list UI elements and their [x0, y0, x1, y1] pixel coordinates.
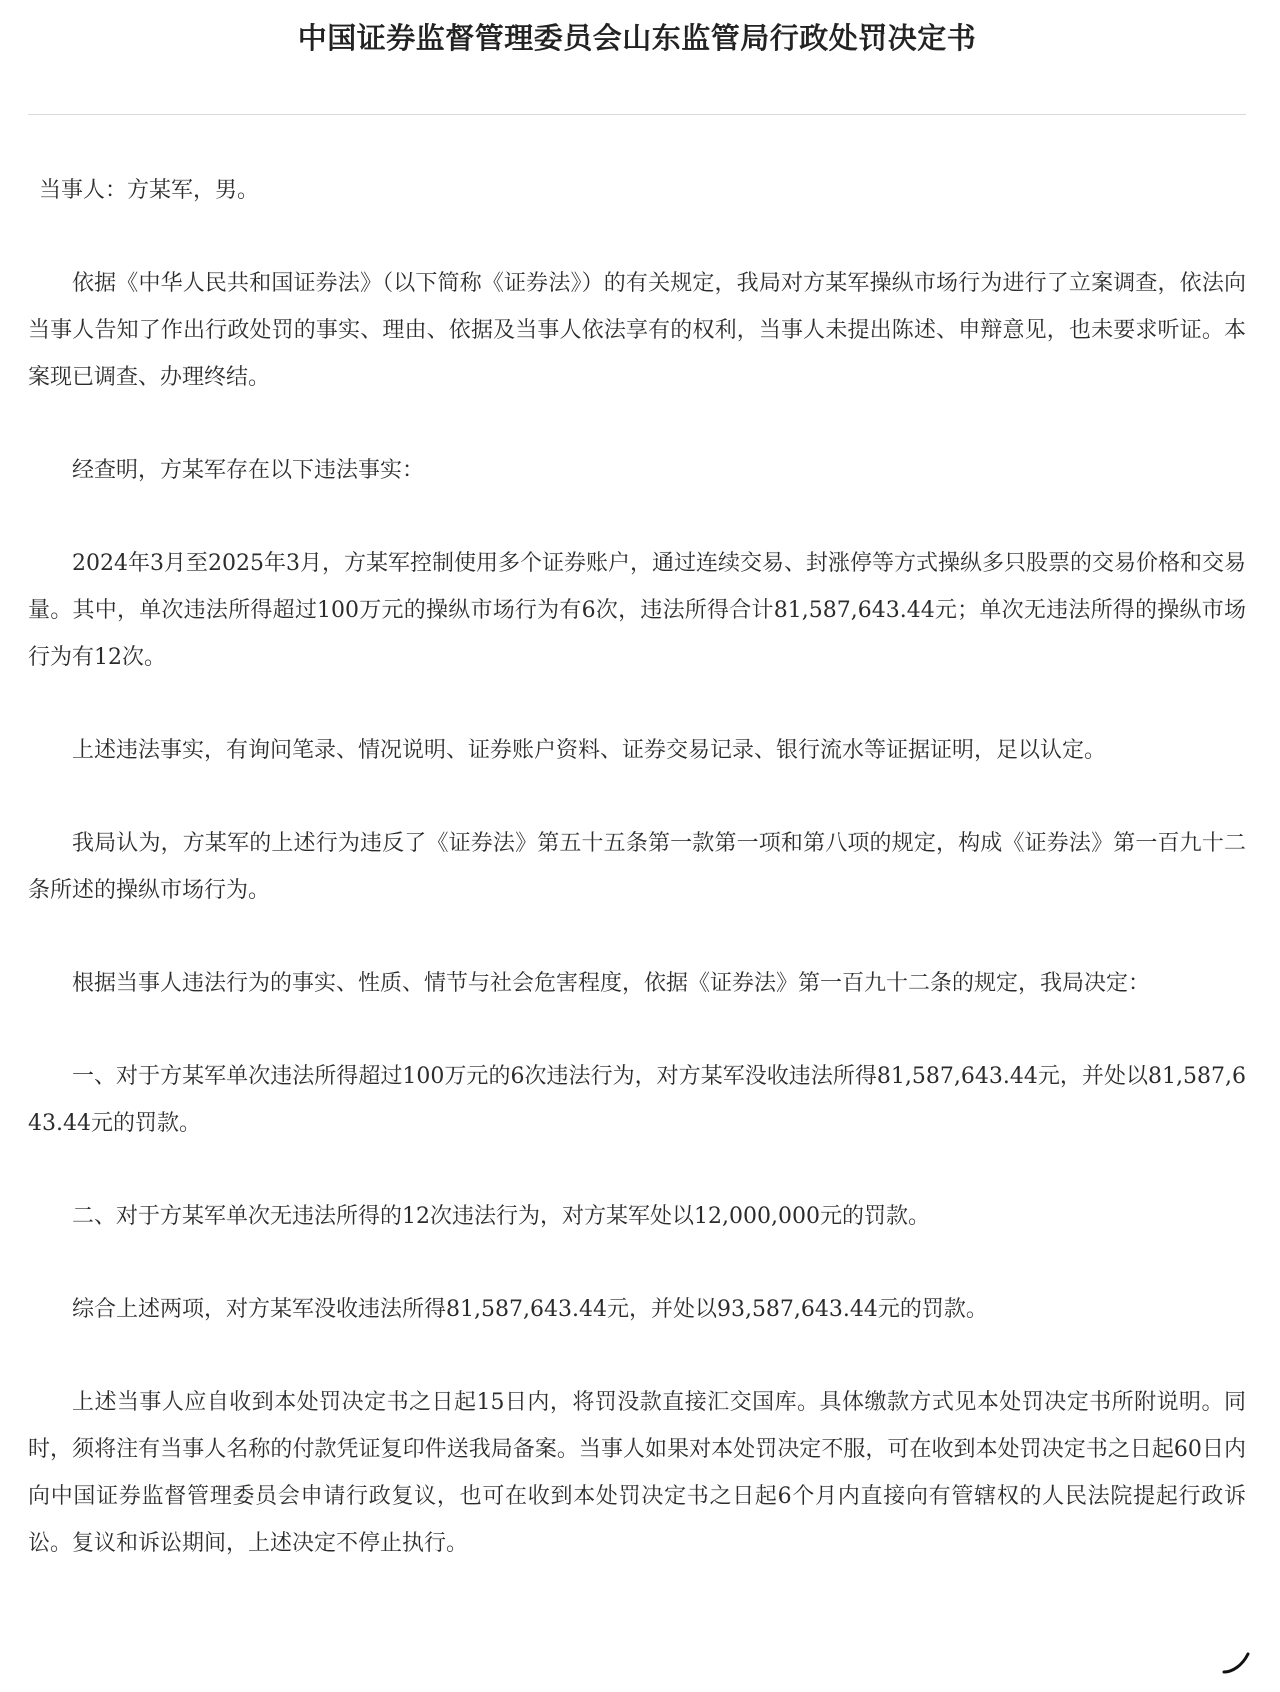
- document-page: [28, 0, 1246, 1692]
- decision-summary-paragraph: 综合上述两项，对方某军没收违法所得81,587,643.44元，并处以93,587,643.44元的罚款。: [72, 1297, 988, 1322]
- violation-paragraph: 我局认为，方某军的上述行为违反了《证券法》第五十五条第一款第一项和第八项的规定，构成《证券法》第一百九十二条所述的操纵市场行为。: [28, 831, 1246, 903]
- title-divider: [28, 114, 1246, 115]
- basis-paragraph: 依据《中华人民共和国证券法》（以下简称《证券法》）的有关规定，我局对方某军操纵市场行为进行了立案调查，依法向当事人告知了作出行政处罚的事实、理由、依据及当事人依法享有的权利，当事人未提出陈述、申辩意见，也未要求听证。本案现已调查、办理终结。: [28, 271, 1246, 390]
- decision-intro-paragraph: 根据当事人违法行为的事实、性质、情节与社会危害程度，依据《证券法》第一百九十二条的规定，我局决定：: [72, 971, 1151, 996]
- evidence-paragraph: 上述违法事实，有询问笔录、情况说明、证券账户资料、证券交易记录、银行流水等证据证明，足以认定。: [72, 738, 1107, 763]
- facts-paragraph: 2024年3月至2025年3月，方某军控制使用多个证券账户，通过连续交易、封涨停等方式操纵多只股票的交易价格和交易量。其中，单次违法所得超过100万元的操纵市场行为有6次，违法所得合计81,587,643.44元；单次无违法所得的操纵市场行为有12次。: [28, 551, 1246, 670]
- payment-and-appeal-paragraph: 上述当事人应自收到本处罚决定书之日起15日内，将罚没款直接汇交国库。具体缴款方式见本处罚决定书所附说明。同时，须将注有当事人名称的付款凭证复印件送我局备案。当事人如果对本处罚决定不服，可在收到本处罚决定书之日起60日内向中国证券监督管理委员会申请行政复议，也可在收到本处罚决定书之日起6个月内直接向有管辖权的人民法院提起行政诉讼。复议和诉讼期间，上述决定不停止执行。: [28, 1390, 1246, 1556]
- decision-item-two: 二、对于方某军单次无违法所得的12次违法行为，对方某军处以12,000,000元的罚款。: [72, 1204, 930, 1229]
- decision-item-one: 一、对于方某军单次违法所得超过100万元的6次违法行为，对方某军没收违法所得81,587,643.44元，并处以81,587,643.44元的罚款。: [28, 1064, 1246, 1136]
- party-paragraph: 当事人：方某军，男。: [39, 178, 260, 203]
- document-title: 中国证券监督管理委员会山东监管局行政处罚决定书: [297, 21, 977, 55]
- document-body: [28, 167, 1246, 1567]
- page-curl-icon: [1222, 1652, 1250, 1674]
- findings-intro-paragraph: 经查明，方某军存在以下违法事实：: [72, 458, 425, 483]
